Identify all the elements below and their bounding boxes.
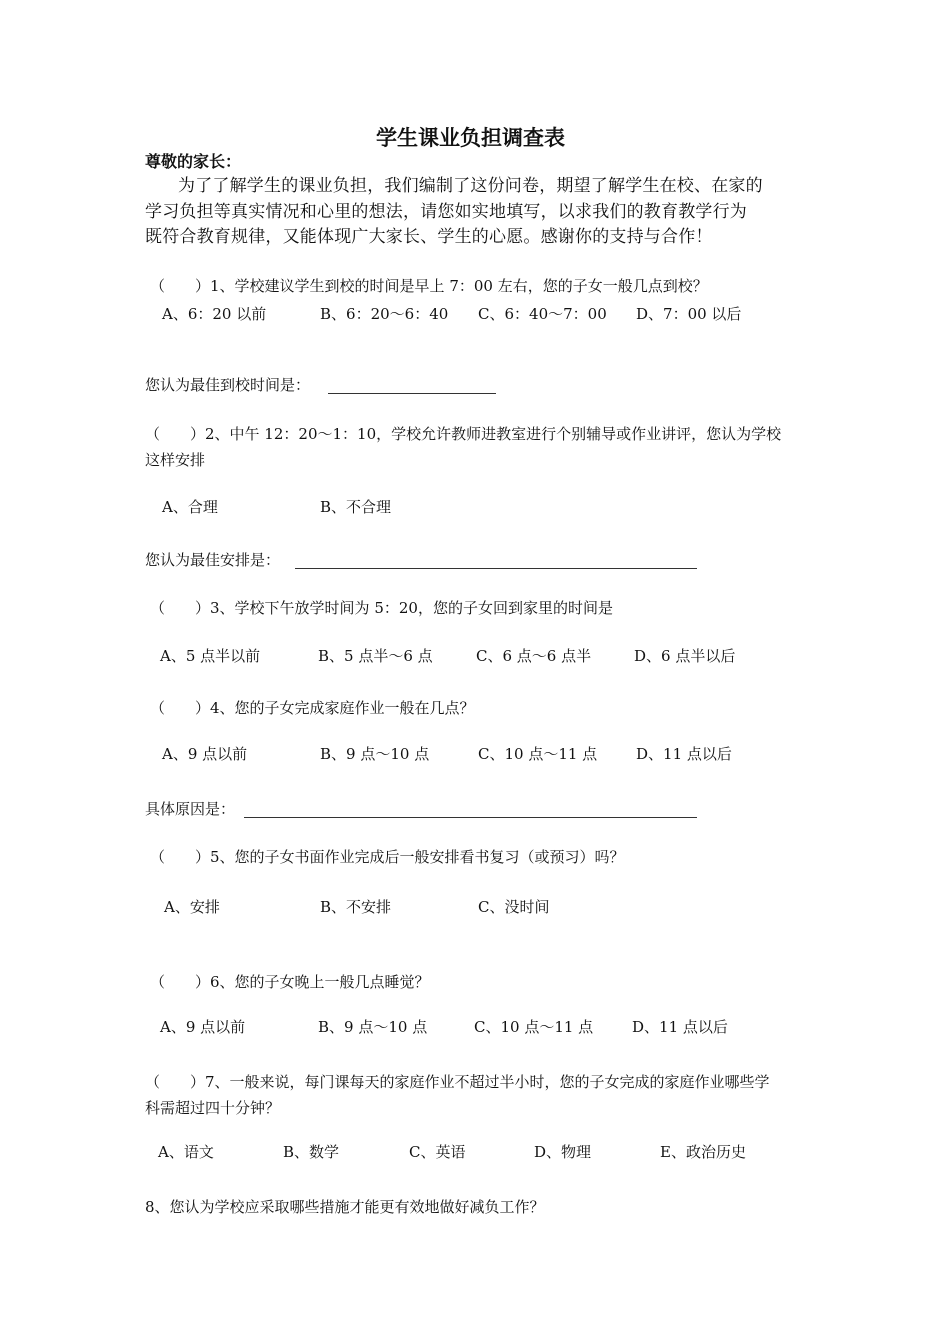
- q7-option-c: C、英语: [409, 1143, 466, 1161]
- question-5: （ ）5、您的子女书面作业完成后一般安排看书复习（或预习）吗？: [150, 848, 625, 866]
- q6-option-a: A、9 点以前: [160, 1018, 246, 1036]
- q4-option-a: A、9 点以前: [162, 745, 248, 763]
- q3-option-b: B、5 点半～6 点: [318, 647, 433, 665]
- question-2-line-1: （ ）2、中午 12：20～1：10，学校允许教师进教室进行个别辅导或作业讲评，您认为学校: [145, 425, 782, 443]
- q4-option-c: C、10 点～11 点: [478, 745, 598, 763]
- question-3: （ ）3、学校下午放学时间为 5：20，您的子女回到家里的时间是: [150, 599, 613, 617]
- q1-option-c: C、6：40～7：00: [478, 305, 607, 323]
- q1-option-a: A、6：20 以前: [162, 305, 267, 323]
- intro-line-2: 学习负担等真实情况和心里的想法，请您如实地填写，以求我们的教育教学行为: [145, 202, 747, 222]
- question-4: （ ）4、您的子女完成家庭作业一般在几点？: [150, 699, 475, 717]
- q6-option-c: C、10 点～11 点: [474, 1018, 594, 1036]
- q3-option-d: D、6 点半以后: [634, 647, 736, 665]
- q1-option-b: B、6：20～6：40: [320, 305, 449, 323]
- q2-follow-label: 您认为最佳安排是：: [145, 551, 281, 569]
- q3-option-c: C、6 点～6 点半: [476, 647, 592, 665]
- q5-option-a: A、安排: [164, 898, 220, 916]
- q6-option-b: B、9 点～10 点: [318, 1018, 428, 1036]
- question-1: （ ）1、学校建议学生到校的时间是早上 7：00 左右，您的子女一般几点到校？: [150, 277, 708, 295]
- q7-option-a: A、语文: [158, 1143, 214, 1161]
- q4-follow-label: 具体原因是：: [145, 800, 236, 818]
- salutation: 尊敬的家长：: [145, 152, 242, 171]
- page-title: 学生课业负担调查表: [376, 126, 565, 150]
- question-7-line-2: 科需超过四十分钟？: [145, 1099, 281, 1117]
- q7-option-d: D、物理: [534, 1143, 592, 1161]
- q7-option-e: E、政治历史: [660, 1143, 746, 1161]
- q3-option-a: A、5 点半以前: [160, 647, 261, 665]
- q1-option-d: D、7：00 以后: [636, 305, 742, 323]
- q5-option-c: C、没时间: [478, 898, 550, 916]
- question-7-line-1: （ ）7、一般来说，每门课每天的家庭作业不超过半小时，您的子女完成的家庭作业哪些学: [145, 1073, 770, 1091]
- q6-option-d: D、11 点以后: [632, 1018, 728, 1036]
- q2-option-a: A、合理: [162, 498, 218, 516]
- question-6: （ ）6、您的子女晚上一般几点睡觉？: [150, 973, 430, 991]
- q4-option-d: D、11 点以后: [636, 745, 732, 763]
- q1-follow-label: 您认为最佳到校时间是：: [145, 376, 311, 394]
- q4-answer-blank[interactable]: [244, 817, 697, 818]
- q5-option-b: B、不安排: [320, 898, 392, 916]
- intro-line-1: 为了了解学生的课业负担，我们编制了这份问卷，期望了解学生在校、在家的: [178, 176, 763, 196]
- q1-answer-blank[interactable]: [328, 393, 496, 394]
- q2-option-b: B、不合理: [320, 498, 392, 516]
- intro-line-3: 既符合教育规律，又能体现广大家长、学生的心愿。感谢你的支持与合作！: [145, 227, 713, 247]
- q4-option-b: B、9 点～10 点: [320, 745, 430, 763]
- question-2-line-2: 这样安排: [145, 451, 206, 469]
- q2-answer-blank[interactable]: [295, 568, 697, 569]
- question-8: 8、您认为学校应采取哪些措施才能更有效地做好减负工作？: [145, 1198, 545, 1216]
- q7-option-b: B、数学: [283, 1143, 340, 1161]
